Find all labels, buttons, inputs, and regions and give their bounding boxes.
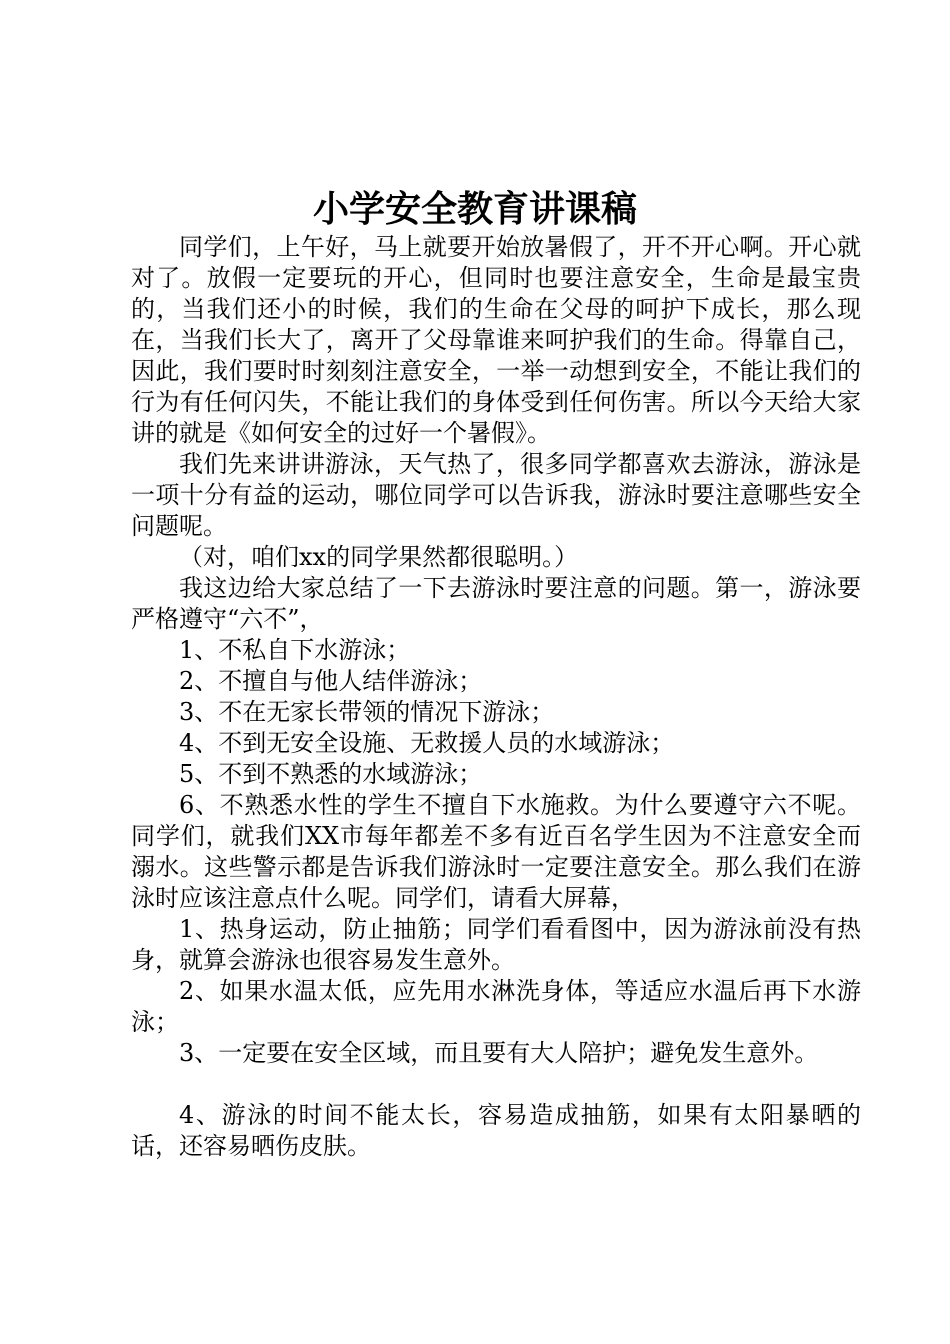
rule-item-2: 2、不擅自与他人结伴游泳； bbox=[179, 667, 483, 695]
paragraph-six-rules-intro: 我这边给大家总结了一下去游泳时要注意的问题。第一，游泳要严格遵守“六不”， bbox=[131, 574, 861, 633]
rule-item-4: 4、不到无安全设施、无救援人员的水域游泳； bbox=[179, 729, 675, 757]
blank-line bbox=[131, 1069, 861, 1100]
paragraph-swimming-question: 我们先来讲讲游泳，天气热了，很多同学都喜欢去游泳，游泳是一项十分有益的运动，哪位同学可以告诉我，游泳时要注意哪些安全问题呢。 bbox=[131, 450, 861, 540]
rule-item-1: 1、不私自下水游泳； bbox=[179, 636, 411, 664]
rule-item-5: 5、不到不熟悉的水域游泳； bbox=[179, 760, 483, 788]
paragraph-intro: 同学们，上午好，马上就要开始放暑假了，开不开心啊。开心就对了。放假一定要玩的开心，但同时也要注意安全，生命是最宝贵的，当我们还小的时候，我们的生命在父母的呵护下成长，那么现在，当我们长大了，离开了父母靠谁来呵护我们的生命。得靠自己，因此，我们要时时刻刻注意安全，一举一动想到安全，不能让我们的行为有任何闪失，不能让我们的身体受到任何伤害。所以今天给大家讲的就是《如何安全的过好一个暑假》。 bbox=[131, 233, 861, 447]
rule-item-6: 6、不熟悉水性的学生不擅自下水施救。为什么要遵守六不呢。同学们，就我们XX市每年都差不多有近百名学生因为不注意安全而溺水。这些警示都是告诉我们游泳时一定要注意安全。那么我们在游泳时应该注意点什么呢。同学们，请看大屏幕， bbox=[131, 791, 861, 912]
tip-item-3: 3、一定要在安全区域，而且要有大人陪护；避免发生意外。 bbox=[179, 1039, 819, 1067]
tip-item-1: 1、热身运动，防止抽筋；同学们看看图中，因为游泳前没有热身，就算会游泳也很容易发生意外。 bbox=[131, 915, 861, 974]
tip-item-4: 4、游泳的时间不能太长，容易造成抽筋，如果有太阳暴晒的话，还容易晒伤皮肤。 bbox=[131, 1101, 861, 1160]
paragraph-answer-remark: （对，咱们xx的同学果然都很聪明。） bbox=[179, 543, 579, 571]
rule-item-3: 3、不在无家长带领的情况下游泳； bbox=[179, 698, 555, 726]
document-title: 小学安全教育讲课稿 bbox=[312, 188, 637, 230]
tip-item-2: 2、如果水温太低，应先用水淋洗身体，等适应水温后再下水游泳； bbox=[131, 977, 861, 1036]
document-body bbox=[131, 232, 861, 1162]
